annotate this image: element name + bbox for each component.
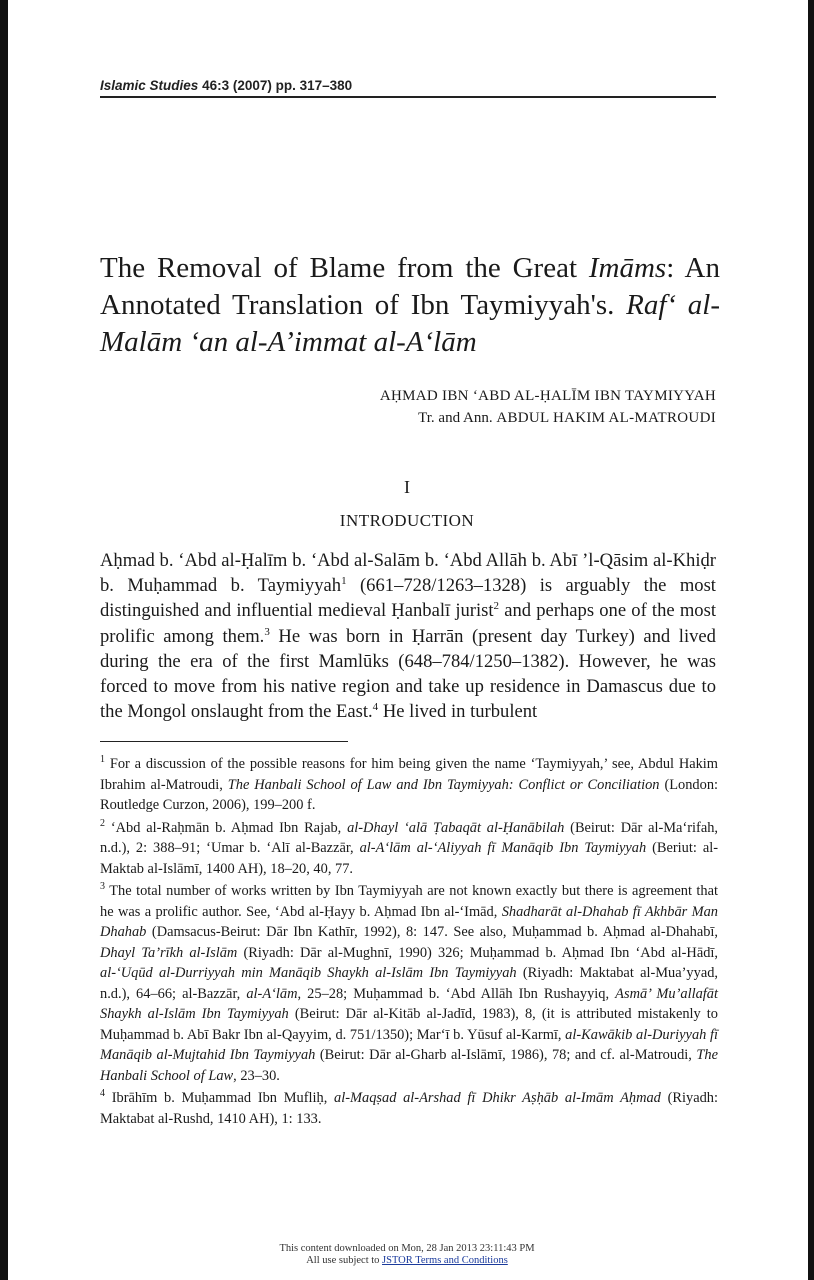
footnote-italic: Asmā’ Mu’allafāt Shaykh al-Islām Ibn Taymiyyah	[100, 985, 718, 1022]
footnote-text: ‘Abd al-Raḥmān b. Aḥmad Ibn Rajab,	[110, 819, 348, 836]
terms-prefix: All use subject to	[306, 1255, 383, 1266]
footnote-text: (Beriut: al-Maktab al-Islāmī, 1400 AH), 18–20, 40, 77.	[100, 840, 718, 877]
footnote-ref-2[interactable]: 2	[493, 600, 500, 613]
footnote-1	[100, 754, 718, 816]
body-paragraph	[100, 548, 716, 724]
title-part: The Removal of Blame from the Great	[100, 252, 589, 284]
footnote-italic: al-Dhayl ‘alā Ṭabaqāt al-Ḥanābilah	[347, 819, 565, 836]
title-italic-work: Raf‘ al-Malām ‘an al-A’immat al-A‘lām	[100, 289, 720, 358]
terms-line	[0, 1255, 814, 1267]
author-name: AḤMAD IBN ‘ABD AL-ḤALĪM IBN TAYMIYYAH	[379, 388, 716, 404]
footnote-italic: al-A‘lām al-‘Aliyyah fī Manāqib Ibn Taymiyyah	[359, 840, 647, 856]
footnote-italic: al-‘Uqūd al-Durriyyah min Manāqib Shaykh al-Islām Ibn Taymiyyah	[100, 965, 517, 981]
download-notice	[0, 1243, 814, 1267]
body-text-run: Aḥmad b. ‘Abd al-Ḥalīm b. ‘Abd al-Salām b. ‘Abd Allāh b. Abī ’l-Qāsim al-Khiḍr b. Muḥammad b. Taymiyyah	[100, 550, 716, 597]
footnotes	[100, 754, 718, 1131]
footnote-ref-4[interactable]: 4	[372, 701, 379, 714]
footnote-3	[100, 881, 718, 1086]
footnote-italic: al-Kawākib al-Duriyyah fī Manāqib al-Mujtahid Ibn Taymiyyah	[100, 1026, 719, 1063]
footnote-text: Ibrāhīm b. Muḥammad Ibn Mufliḥ,	[111, 1090, 335, 1106]
footnote-ref-3[interactable]: 3	[264, 625, 270, 638]
journal-name: Islamic Studies	[100, 78, 199, 93]
footnote-italic: The Hanbali School of Law and Ibn Taymiyyah: Conflict or Conciliation	[227, 776, 660, 793]
title-part: : An Annotated Translation of Ibn Taymiyyah's	[100, 252, 720, 321]
footnote-number: 2	[100, 817, 105, 829]
scan-edge-right	[808, 0, 814, 1280]
footnote-text: (Damsacus-Beirut: Dār Ibn Kathīr, 1992), 8: 147. See also, Muḥammad b. Aḥmad al-Dhahabī,	[146, 924, 718, 940]
scan-edge-left	[0, 0, 8, 1280]
download-timestamp: This content downloaded on Mon, 28 Jan 2013 23:11:43 PM	[279, 1243, 535, 1254]
title-part: .	[607, 289, 627, 321]
author-block	[380, 385, 716, 429]
footnote-number: 1	[100, 754, 105, 766]
footnote-italic: al-Maqṣad al-Arshad fī Dhikr Aṣḥāb al-Imām Aḥmad	[334, 1090, 661, 1106]
footnote-text: , 23–30.	[233, 1067, 280, 1084]
body-text-run: He was born in Ḥarrān (present day Turkey) and lived during the era of the first Mamlūks (648–784/1250–1382). However, he was forced to move from his native region and take up residence in Damascus due to the Mongol onslaught from the East.	[100, 625, 716, 723]
footnote-text: (Beirut: Dār al-Kitāb al-Jadīd, 1983), 8, (it is attributed mistakenly to Muḥammad b. Abī Bakr Ibn al-Qayyim, d. 751/1350); Mar‘ī b. Yūsuf al-Karmī,	[100, 1006, 719, 1043]
footnote-italic: Dhayl Ta’rīkh al-Islām	[100, 944, 238, 961]
footnote-italic: Shadharāt al-Dhahab fī Akhbār Man Dhahab	[100, 903, 718, 940]
footnote-text: (Beirut: Dār al-Gharb al-Islāmī, 1986), 78; and cf. al-Matroudi,	[315, 1047, 697, 1063]
section-title: INTRODUCTION	[339, 511, 475, 530]
footnote-divider	[100, 741, 348, 742]
translator-name: ABDUL HAKIM AL-MATROUDI	[496, 410, 716, 426]
body-text-run: (661–728/1263–1328) is arguably the most distinguished and influential medieval Ḥanbalī jurist	[100, 575, 716, 622]
footnote-2	[100, 818, 718, 880]
translator-prefix: Tr. and Ann.	[418, 410, 493, 426]
footnote-text: , 25–28; Muḥammad b. ‘Abd Allāh Ibn Rushayyiq,	[297, 985, 616, 1002]
section-number: I	[404, 477, 410, 497]
jstor-terms-link[interactable]: JSTOR Terms and Conditions	[382, 1255, 508, 1266]
footnote-4	[100, 1088, 718, 1129]
body-text-run: He lived in turbulent	[378, 701, 538, 723]
footnote-italic: The Hanbali School of Law	[100, 1047, 718, 1084]
footnote-text: (Riyadh: Dār al-Mughnī, 1990) 326; Muḥammad b. Aḥmad Ibn ‘Abd al-Hādī,	[237, 944, 718, 961]
footnote-italic: al-A‘lām	[246, 985, 298, 1002]
article-title	[100, 250, 720, 361]
footnote-text: (London: Routledge Curzon, 2006), 199–200 f.	[100, 776, 719, 813]
running-head	[100, 78, 716, 98]
footnote-text: (Riyadh: Maktabat al-Rushd, 1410 AH), 1: 133.	[100, 1090, 718, 1127]
title-italic-imams: Imāms	[588, 252, 667, 284]
body-text-run: and perhaps one of the most prolific among them.	[100, 600, 716, 647]
footnote-text: The total number of works written by Ibn Taymiyyah are not known exactly but there is agreement that he was a prolific author. See, ‘Abd al-Ḥayy b. Aḥmad Ibn al-‘Imād,	[100, 883, 718, 920]
footnote-text: For a discussion of the possible reasons for him being given the name ‘Taymiyyah,’ see, Abdul Hakim Ibrahim al-Matroudi,	[100, 756, 718, 793]
footnote-ref-1[interactable]: 1	[341, 575, 347, 588]
translator-line	[380, 407, 716, 429]
journal-citation: 46:3 (2007) pp. 317–380	[202, 78, 353, 93]
footnote-text: (Beirut: Dār al-Ma‘rifah, n.d.), 2: 388–91; ‘Umar b. ‘Alī al-Bazzār,	[100, 819, 719, 856]
footnote-text: (Riyadh: Maktabat al-Mua’yyad, n.d.), 64–66; al-Bazzār,	[100, 965, 718, 1002]
footnote-number: 4	[100, 1088, 105, 1100]
footnote-number: 3	[100, 881, 105, 893]
